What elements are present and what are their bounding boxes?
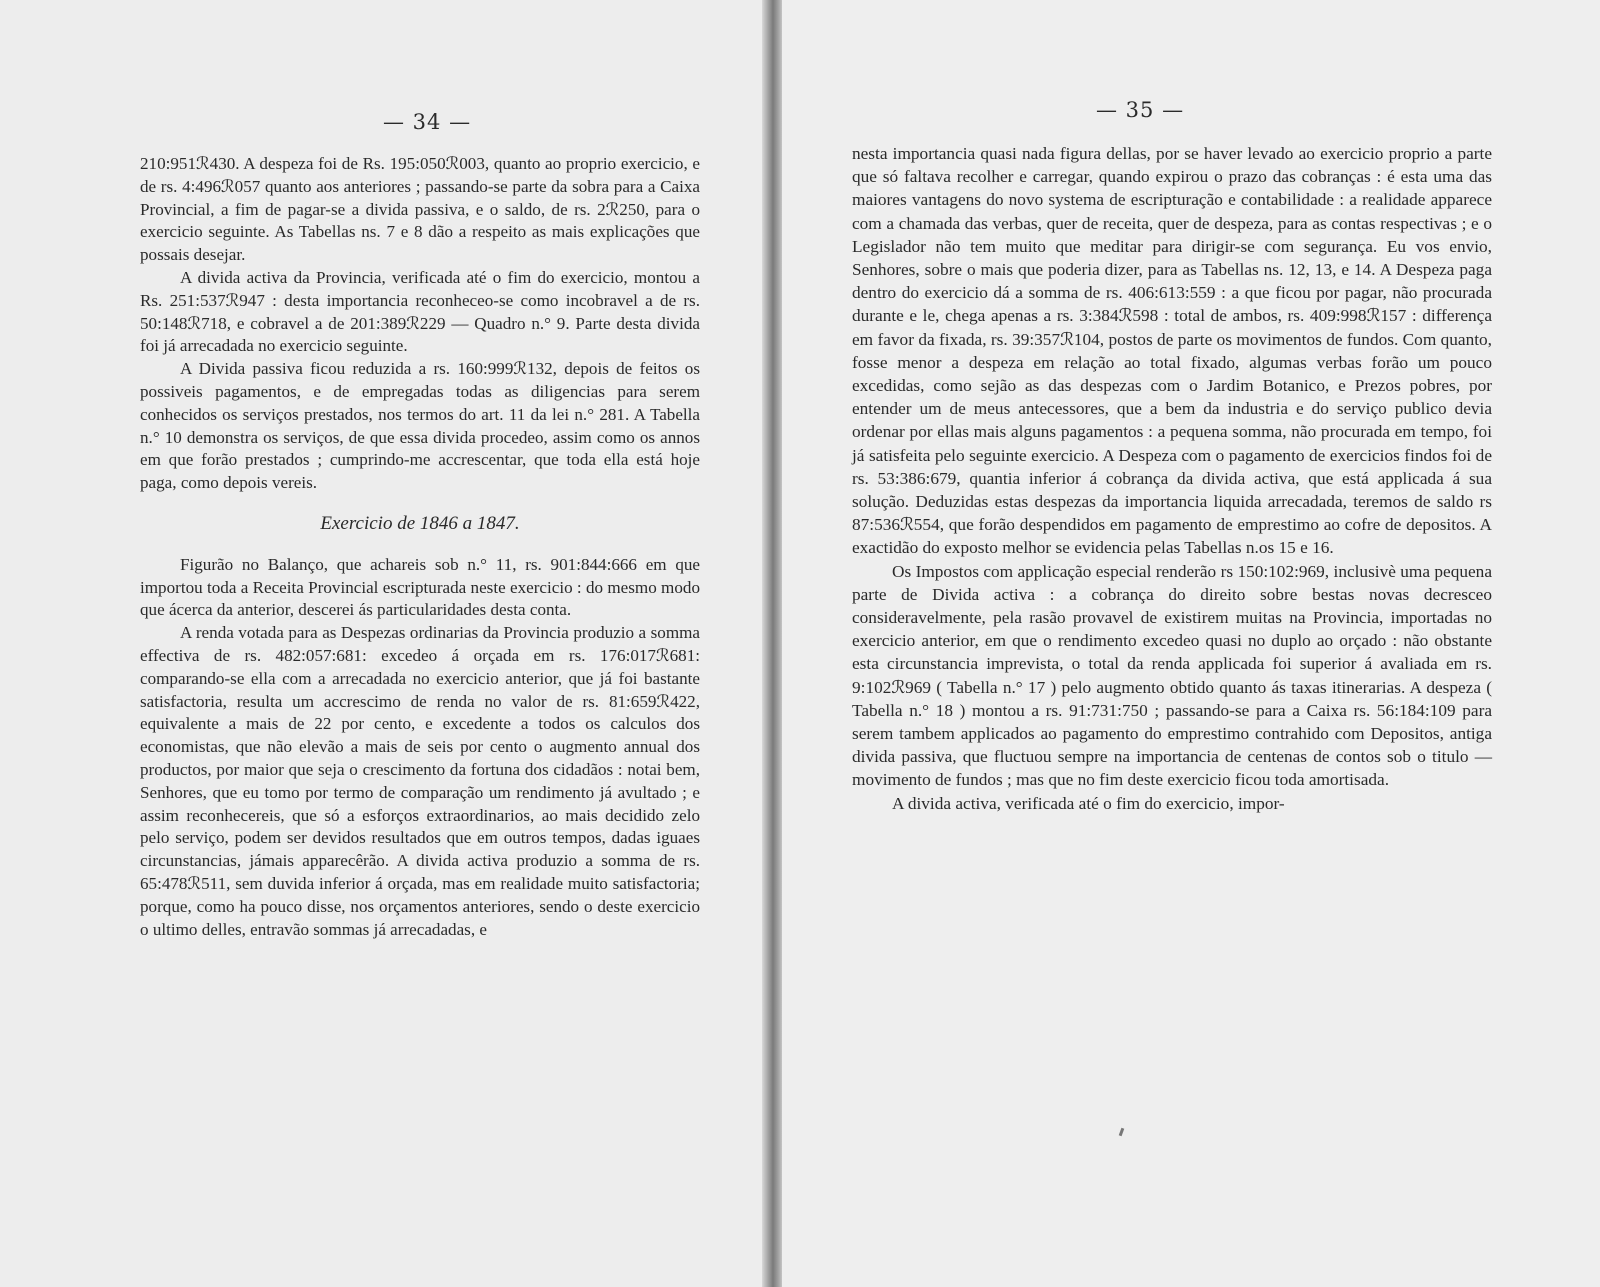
right-page <box>782 0 1600 1287</box>
paragraph: Figurão no Balanço, que achareis sob n.° 11, rs. 901:844:666 em que importou toda a Receita Provincial escripturada neste exercicio : do mesmo modo que ácerca da anterior, descerei ás particularidades desta conta. <box>140 554 700 620</box>
page-text <box>140 153 700 941</box>
paragraph: A divida activa da Provincia, verificada até o fim do exercicio, montou a Rs. 251:537ℛ947 : desta importancia reconheceo-se como incobravel a de rs. 50:148ℛ718, e cobravel a de 201:389ℛ229 — Quadro n.° 9. Parte desta divida foi já arrecadada no exercicio seguinte. <box>140 267 700 356</box>
page-number: — 35 — <box>1096 98 1185 122</box>
left-page <box>0 0 768 1287</box>
paragraph: A divida activa, verificada até o fim do exercicio, impor- <box>892 793 1285 813</box>
paragraph: A renda votada para as Despezas ordinarias da Provincia produzio a somma effectiva de rs. 482:057:681: excedeo á orçada em rs. 176:017ℛ681: comparando-se ella com a arrecadada no exercicio anterior, que já foi bastante satisfactoria, resulta um accrescimo de renda no valor de rs. 81:659ℛ422, equivalente a mais de 22 por cento, e excedente a todos os calculos dos economistas, que não elevão a mais de seis por cento o augmento annual dos productos, por maior que seja o crescimento da fortuna dos cidadãos : notai bem, Senhores, que eu tomo por termo de comparação um rendimento já avultado ; e assim reconhecereis, que só a esforços extraordinarios, ao mais decidido zelo pelo serviço, podem ser devidos resultados que em outros tempos, dadas iguaes circunstancias, jámais apparecêrão. A divida activa produzio a somma de rs. 65:478ℛ511, sem duvida inferior á orçada, mas em realidade muito satisfactoria; porque, como ha pouco disse, nos orçamentos anteriores, sendo o deste exercicio o ultimo delles, entravão sommas já arrecadadas, e <box>140 623 700 939</box>
section-heading: Exercicio de 1846 a 1847. <box>320 512 520 534</box>
paragraph: nesta importancia quasi nada figura dellas, por se haver levado ao exercicio proprio a parte que só faltava recolher e carregar, quando expirou o prazo das cobranças : é esta uma das maiores vantagens do novo systema de escripturação e contabilidade : a realidade apparece com a chamada das verbas, quer de receita, quer de despeza, para as contas respectivas ; e o Legislador não tem muito que meditar para dirigir-se com segurança. Eu vos envio, Senhores, sobre o mais que poderia dizer, para as Tabellas ns. 12, 13, e 14. A Despeza paga dentro do exercicio dá a somma de rs. 406:613:559 : a que ficou por pagar, não procurada durante e le, chega apenas a rs. 3:384ℛ598 : total de ambos, rs. 409:998ℛ157 : differença em favor da fixada, rs. 39:357ℛ104, postos de parte os movimentos de fundos. Com quanto, fosse menor a despeza em relação ao total fixado, algumas verbas forão um pouco excedidas, como sejão as das despezas com o Jardim Botanico, e Prezos pobres, por entender um de meus antecessores, que a bem da industria e do serviço publico devia ordenar por ellas mais alguns pagamentos : a pequena somma, não procurada em tempo, foi já satisfeita pelo seguinte exercicio. A Despeza com o pagamento de exercicios findos foi de rs. 53:386:679, quantia inferior á cobrança da divida activa, que está applicada á sua solução. Deduzidas estas despezas da importancia liquida arrecadada, teremos de saldo rs 87:536ℛ554, que forão despendidos em pagamento de emprestimo ao cofre de depositos. A exactidão do exposto melhor se evidencia pelas Tabellas n.os 15 e 16. <box>852 144 1492 558</box>
paragraph: A Divida passiva ficou reduzida a rs. 160:999ℛ132, depois de feitos os possiveis pagamentos, e de empregadas todas as diligencias para serem conhecidos os serviços prestados, nos termos do art. 11 da lei n.° 281. A Tabella n.° 10 demonstra os serviços, de que essa divida procedeo, assim como os annos em que forão prestados ; cumprindo-me accrescentar, que toda ella está hoje paga, como depois vereis. <box>140 359 700 493</box>
paragraph: Os Impostos com applicação especial renderão rs 150:102:969, inclusivè uma pequena parte de Divida activa : a cobrança do direito sobre bestas novas decresceo consideravelmente, pela rasão provavel de existirem muitas na Provincia, importadas no exercicio anterior, em que o rendimento excedeo quasi no duplo ao orçado : não obstante esta circunstancia imprevista, o total da renda applicada foi superior á avaliada em rs. 9:102ℛ969 ( Tabella n.° 17 ) pelo augmento obtido quanto ás taxas itinerarias. A despeza ( Tabella n.° 18 ) montou a rs. 91:731:750 ; passando-se para a Caixa rs. 56:184:109 para serem tambem applicados ao pagamento do emprestimo contrahido com Depositos, antiga divida passiva, que fluctuou sempre na importancia de centenas de contos sob o titulo — movimento de fundos ; mas que no fim deste exercicio ficou toda amortisada. <box>852 561 1492 790</box>
page-number: — 34 — <box>383 110 472 134</box>
paragraph: 210:951ℛ430. A despeza foi de Rs. 195:050ℛ003, quanto ao proprio exercicio, e de rs. 4:496ℛ057 quanto aos anteriores ; passando-se parte da sobra para a Caixa Provincial, a fim de pagar-se a divida passiva, e o saldo, de rs. 2ℛ250, para o exercicio seguinte. As Tabellas ns. 7 e 8 dão a respeito as mais explicações que possais desejar. <box>140 154 700 265</box>
page-text <box>852 142 1492 815</box>
book-gutter <box>762 0 784 1287</box>
